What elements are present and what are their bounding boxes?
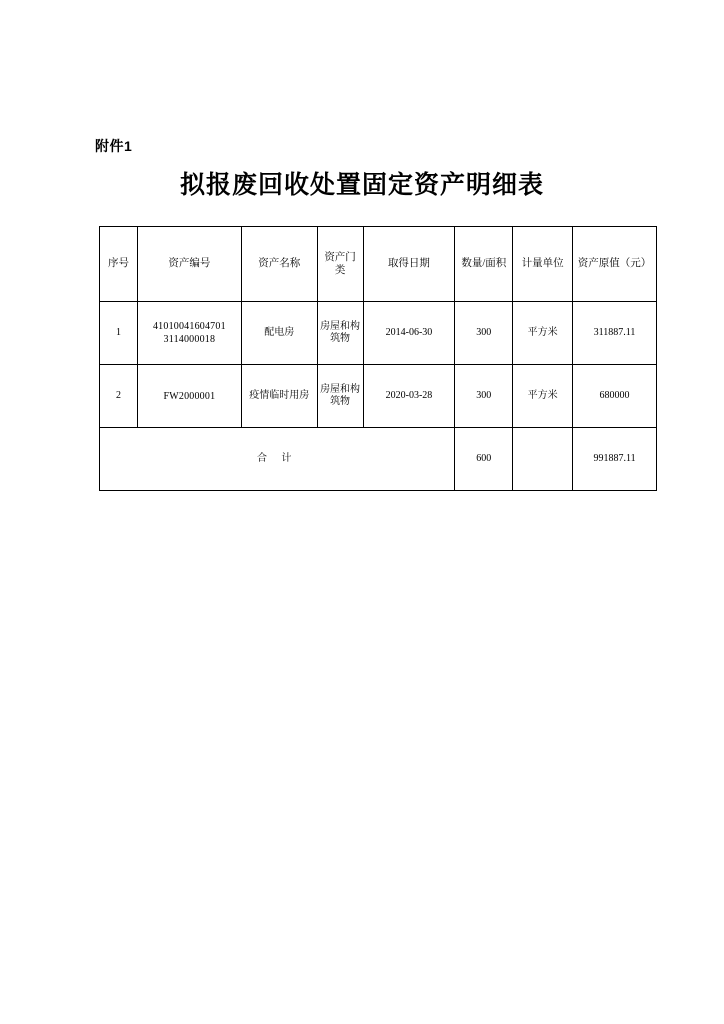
cell-asset-code [137, 302, 241, 365]
total-unit [513, 428, 573, 491]
asset-code-line-2: 3114000018 [163, 334, 216, 345]
cell-seq: 2 [100, 365, 138, 428]
cell-seq: 1 [100, 302, 138, 365]
cell-original-value: 311887.11 [573, 302, 657, 365]
column-header-asset-name: 资产名称 [241, 227, 317, 302]
cell-unit: 平方米 [513, 365, 573, 428]
cell-acquisition-date: 2020-03-28 [363, 365, 455, 428]
column-header-asset-code: 资产编号 [137, 227, 241, 302]
table-total-row [100, 428, 657, 491]
cell-asset-name: 配电房 [241, 302, 317, 365]
cell-asset-code: FW2000001 [137, 365, 241, 428]
column-header-seq: 序号 [100, 227, 138, 302]
asset-code-line-1: 41010041604701 [152, 321, 226, 332]
table-row [100, 365, 657, 428]
cell-asset-name: 疫情临时用房 [241, 365, 317, 428]
cell-original-value: 680000 [573, 365, 657, 428]
table-row [100, 302, 657, 365]
total-quantity-area: 600 [455, 428, 513, 491]
cell-asset-category: 房屋和构筑物 [317, 365, 363, 428]
attachment-label: 附件1 [95, 138, 133, 154]
column-header-unit: 计量单位 [513, 227, 573, 302]
table-header-row [100, 227, 657, 302]
column-header-quantity-area: 数量/面积 [455, 227, 513, 302]
column-header-acquisition-date: 取得日期 [363, 227, 455, 302]
asset-detail-table [99, 226, 657, 491]
cell-quantity-area: 300 [455, 365, 513, 428]
page-title: 拟报废回收处置固定资产明细表 [179, 172, 544, 199]
cell-quantity-area: 300 [455, 302, 513, 365]
column-header-original-value: 资产原值（元） [573, 227, 657, 302]
total-label: 合 计 [100, 428, 455, 491]
cell-unit: 平方米 [513, 302, 573, 365]
total-original-value: 991887.11 [573, 428, 657, 491]
cell-acquisition-date: 2014-06-30 [363, 302, 455, 365]
column-header-asset-category: 资产门类 [317, 227, 363, 302]
cell-asset-category: 房屋和构筑物 [317, 302, 363, 365]
